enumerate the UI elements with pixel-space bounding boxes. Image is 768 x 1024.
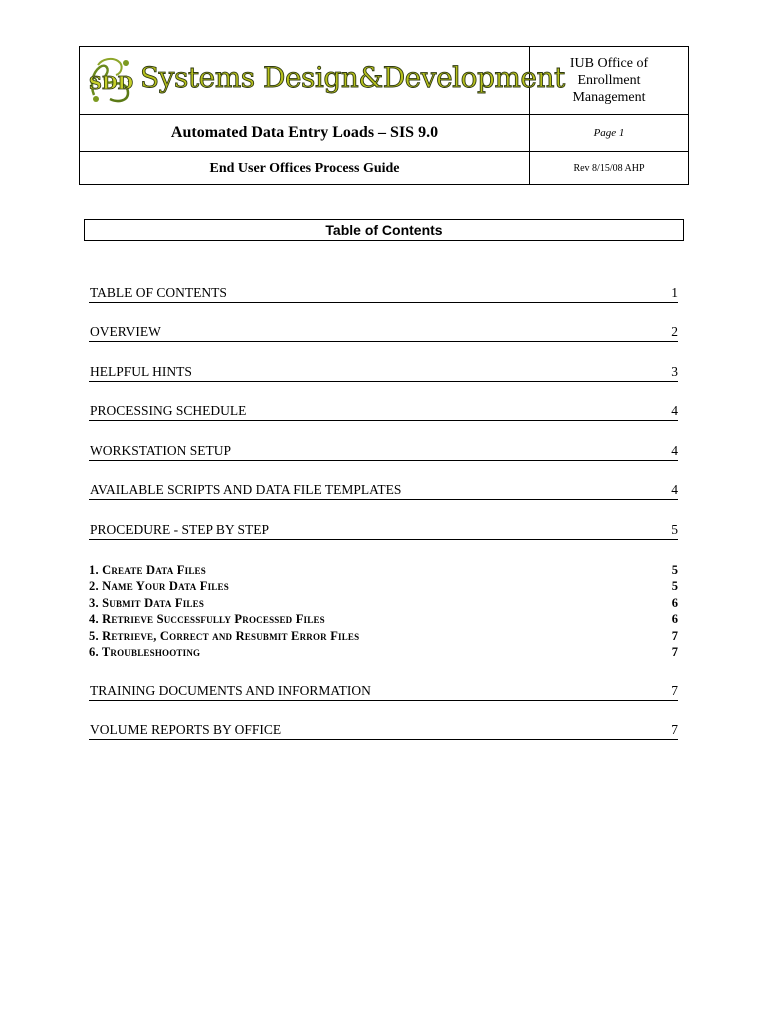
page-number-label: Page 1 [593, 127, 625, 139]
toc-sub-entry-page: 5 [671, 563, 678, 577]
company-logo [88, 55, 565, 107]
header-row-subtitle [80, 152, 688, 185]
header-row-title [80, 115, 688, 152]
header-row-logo [80, 47, 688, 115]
toc-sub-entry-title: 5. Retrieve, Correct and Resubmit Error Files [89, 629, 360, 643]
toc-entry-title: HELPFUL HINTS [90, 364, 192, 379]
logo-wordmark: Systems Design&Development [140, 61, 565, 94]
toc-sub-entry-name-data-files[interactable] [89, 578, 678, 594]
toc-sub-entry-submit-data-files[interactable] [89, 595, 678, 611]
toc-entry-processing-schedule[interactable] [89, 403, 678, 421]
toc-sub-entry-create-data-files[interactable] [89, 562, 678, 578]
toc-entry-title: PROCEDURE - STEP BY STEP [90, 522, 270, 537]
toc-sub-entry-error-files[interactable] [89, 628, 678, 644]
document-header [79, 46, 689, 185]
toc-entry-title: VOLUME REPORTS BY OFFICE [90, 722, 282, 737]
toc-entry-page: 4 [671, 403, 678, 418]
sdd-monogram-logo [88, 55, 134, 105]
toc-entry-volume-reports[interactable] [89, 722, 678, 740]
toc-entry-page: 5 [671, 522, 678, 537]
toc-sub-entry-page: 7 [671, 645, 678, 659]
toc-entry-page: 4 [671, 482, 678, 497]
toc-sub-entry-page: 6 [671, 596, 678, 610]
toc-entry-page: 7 [671, 722, 678, 737]
toc-entry-overview[interactable] [89, 324, 678, 342]
document-title: Automated Data Entry Loads – SIS 9.0 [170, 124, 439, 141]
toc-entry-page: 7 [671, 683, 678, 698]
toc-entry-training-documents[interactable] [89, 683, 678, 701]
subtitle-cell [80, 152, 530, 185]
toc-sub-entry-title: 2. Name Your Data Files [89, 579, 229, 593]
toc-sub-entry-page: 5 [671, 579, 678, 593]
toc-sub-entry-title: 4. Retrieve Successfully Processed Files [89, 612, 325, 626]
toc-sub-entry-page: 6 [671, 612, 678, 626]
toc-heading: Table of Contents [84, 219, 684, 241]
toc-entry-procedure[interactable] [89, 522, 678, 540]
logo-cell [80, 47, 565, 114]
document-subtitle: End User Offices Process Guide [209, 160, 400, 176]
toc-entry-title: PROCESSING SCHEDULE [90, 403, 247, 418]
toc-entry-title: AVAILABLE SCRIPTS AND DATA FILE TEMPLATES [90, 482, 402, 497]
page-cell [530, 115, 688, 151]
toc-entry-title: WORKSTATION SETUP [90, 443, 232, 458]
toc-entry-available-scripts[interactable] [89, 482, 678, 500]
toc-sub-entry-title: 6. Troubleshooting [89, 645, 201, 659]
toc-sub-entry-retrieve-processed[interactable] [89, 611, 678, 627]
office-name: IUB Office of Enrollment Management [569, 56, 649, 105]
toc-entry-helpful-hints[interactable] [89, 364, 678, 382]
toc-entry-table-of-contents[interactable] [89, 285, 678, 303]
toc-sub-entry-troubleshooting[interactable] [89, 644, 678, 660]
toc-entry-title: TABLE OF CONTENTS [90, 285, 227, 300]
toc-entry-workstation-setup[interactable] [89, 443, 678, 461]
toc-entry-title: TRAINING DOCUMENTS AND INFORMATION [90, 683, 371, 698]
toc-entry-page: 4 [671, 443, 678, 458]
revision-cell [530, 152, 688, 185]
toc-sub-entry-page: 7 [671, 629, 678, 643]
toc-entry-title: OVERVIEW [90, 324, 161, 339]
toc-entry-page: 1 [671, 285, 678, 300]
title-cell [80, 115, 530, 151]
revision-label: Rev 8/15/08 AHP [573, 163, 645, 174]
toc-sub-entry-title: 1. Create Data Files [89, 563, 206, 577]
office-cell [530, 47, 688, 114]
toc-entry-page: 2 [671, 324, 678, 339]
toc-entry-page: 3 [671, 364, 678, 379]
toc-sub-entry-title: 3. Submit Data Files [89, 596, 205, 610]
logo-monogram-text: SDD [88, 73, 134, 94]
